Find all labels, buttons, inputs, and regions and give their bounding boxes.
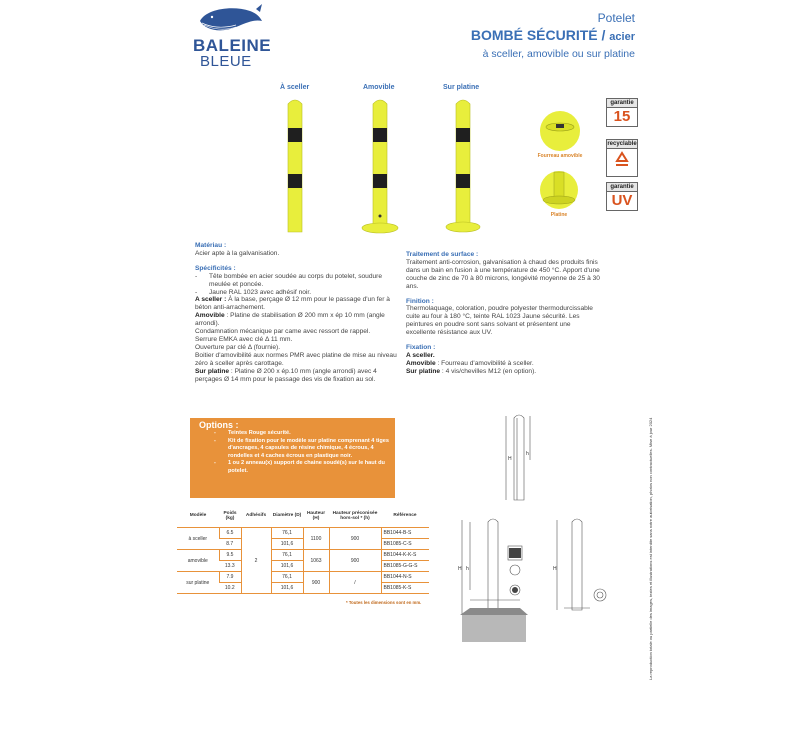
cell-ref: BB1085-K-S [381, 583, 429, 594]
options-title: Options : [199, 420, 239, 430]
label-amovible: Amovible [363, 84, 395, 91]
th-diametre: Diamètre (D) [271, 505, 303, 528]
cell-weight: 13.3 [219, 561, 241, 572]
cell-diameter: 101,6 [271, 539, 303, 550]
spec-table [177, 505, 429, 594]
cell-weight: 8.7 [219, 539, 241, 550]
product-subtitle: à sceller, amovible ou sur platine [482, 48, 635, 60]
product-title [471, 27, 635, 43]
traitement-heading: Traitement de surface : [406, 251, 479, 258]
whale-logo-icon [196, 3, 264, 37]
cell-diameter: 76,1 [271, 528, 303, 539]
spec-bullet-1: - Tête bombée en acier soudée au corps du potelet, soudure meulée et poncée. [195, 273, 400, 289]
cell-weight: 9.5 [219, 550, 241, 561]
option-3: - 1 ou 2 anneau(x) support de chaine soudé(s) sur le haut du potelet. [214, 460, 389, 475]
fixation-heading: Fixation : [406, 344, 436, 352]
cell-height-hs: / [329, 572, 381, 594]
table-row [177, 572, 429, 583]
brand-name-line2: BLEUE [200, 53, 252, 70]
product-title-material: acier [609, 31, 635, 43]
cell-ref: BB1044-B-S [381, 528, 429, 539]
post-sur-platine-image [443, 96, 483, 236]
finition-heading: Finition : [406, 297, 434, 305]
drawing-label-H3: H [553, 566, 557, 572]
fixation-amovible-value: : Fourreau d'amovibilité à sceller. [435, 359, 534, 367]
option-2: - Kit de fixation pour le modèle sur platine comprenant 4 tiges d'ancrages, 4 capsules de résine chimique, 4 écrous, 4 rondelles et 4 caches écrous en plastique noir. [214, 438, 389, 461]
cell-diameter: 76,1 [271, 550, 303, 561]
cell-weight: 10.2 [219, 583, 241, 594]
product-type: Potelet [597, 11, 635, 25]
technical-drawings [440, 410, 620, 645]
th-adhesifs: Adhésifs [241, 505, 271, 528]
fixation-platine-key: Sur platine [406, 367, 441, 375]
fixation-platine [406, 368, 601, 376]
table-header-row [177, 505, 429, 528]
options-box [190, 418, 395, 498]
spec-bullet-2: - Jaune RAL 1023 avec adhésif noir. [195, 289, 400, 297]
sceller-value: À la base, perçage Ø 12 mm pour le passage d'un fer à béton anti-arrachement. [195, 296, 390, 312]
cell-ref: BB1044-N-S [381, 572, 429, 583]
right-text-column [406, 251, 601, 376]
cell-height: 1100 [303, 528, 329, 550]
option-1: - Teintes Rouge sécurité. [214, 430, 389, 438]
th-hauteur: Hauteur (H) [303, 505, 329, 528]
badge-recyclable [606, 139, 638, 177]
options-list [214, 430, 389, 476]
platine-detail-image [537, 170, 581, 210]
amovible-value: : Platine de stabilisation Ø 200 mm x ép 10 mm (angle arrondi). [195, 312, 385, 328]
fourreau-detail-image [536, 110, 584, 152]
cell-ref: BB1085-G-G-S [381, 561, 429, 572]
amovible-text [195, 312, 400, 328]
platine-label: Platine [550, 212, 568, 218]
product-title-main: BOMBÉ SÉCURITÉ / [470, 27, 606, 43]
table-row [177, 550, 429, 561]
cell-model: sur platine [177, 572, 219, 594]
fixation-amovible [406, 360, 601, 368]
cell-weight: 6.5 [219, 528, 241, 539]
cell-diameter: 76,1 [271, 572, 303, 583]
dimensions-note: * Toutes les dimensions sont en mm. [346, 600, 422, 605]
cell-model: amovible [177, 550, 219, 572]
serrure-text: Serrure EMKA avec clé Δ 11 mm. [195, 335, 293, 343]
post-a-sceller-image [280, 96, 310, 236]
cell-weight: 7.9 [219, 572, 241, 583]
th-modele: Modèle [177, 505, 219, 528]
badge-garantie-15 [606, 98, 638, 127]
drawing-label-h: h [526, 451, 529, 457]
fixation-amovible-key: Amovible [406, 359, 436, 367]
post-amovible-image [360, 96, 400, 238]
cell-height-hs: 900 [329, 550, 381, 572]
cell-adhesifs: 2 [241, 528, 271, 594]
brand-name-line1: BALEINE [193, 36, 272, 55]
condamnation-text: Condamnation mécanique par came avec ressort de rappel. [195, 328, 371, 336]
cell-diameter: 101,6 [271, 583, 303, 594]
platine-value: : Platine Ø 200 x ép.10 mm (angle arrondi) avec 4 perçages Ø 14 mm pour le passage des vis de fixation au sol. [195, 367, 377, 383]
sceller-key: A sceller : [195, 296, 227, 304]
badge-garantie-title: garantie [607, 99, 637, 108]
badge-uv-title: garantie [607, 183, 637, 192]
th-reference: Référence [381, 505, 429, 528]
ouverture-text: Ouverture par clé Δ (fournie). [195, 343, 281, 351]
materiau-heading: Matériau : [195, 242, 227, 249]
badge-uv-value: UV [611, 192, 633, 209]
table-row [177, 528, 429, 539]
cell-height: 1063 [303, 550, 329, 572]
fourreau-label: Fourreau amovible [537, 153, 583, 159]
platine-key: Sur platine [195, 367, 230, 375]
amovible-key: Amovible [195, 312, 225, 320]
cell-height: 900 [303, 572, 329, 594]
cell-model: à sceller [177, 528, 219, 550]
fixation-platine-value: : 4 vis/chevilles M12 (en option). [440, 367, 537, 375]
finition-text: Thermolaquage, coloration, poudre polyester thermodurcissable cuite au four à 180 °C, teinte RAL 1023 Jaune sécurité. Les peintures en poudre sont sans solvant et présentent une excellente résistance aux UV. [406, 305, 593, 337]
label-a-sceller: À sceller [280, 84, 310, 91]
th-poids: Poids (kg) [219, 505, 241, 528]
sceller-text [195, 296, 400, 312]
badge-garantie-value: 15 [613, 108, 631, 125]
cell-height-hs: 900 [329, 528, 381, 550]
specificites-heading: Spécificités : [195, 264, 236, 272]
cell-ref: BB1085-C-S [381, 539, 429, 550]
badge-uv [606, 182, 638, 211]
copyright-side-text: La reproduction totale ou partielle des images, textes et illustrations est interdite sans notre autorisation, photos non contractuelles. Mise à jour 2024 [648, 417, 653, 680]
materiau-text: Acier apte à la galvanisation. [195, 249, 280, 257]
cell-ref: BB1044-K-K-S [381, 550, 429, 561]
cell-diameter: 101,6 [271, 561, 303, 572]
label-sur-platine: Sur platine [443, 84, 480, 91]
badge-recyclable-title: recyclable [607, 141, 637, 147]
drawing-label-H2: H [458, 566, 462, 572]
drawing-label-H: H [508, 456, 512, 462]
boitier-text: Boitier d'amovibilité aux normes PMR avec platine de mise au niveau zéro à sceller après carottage. [195, 351, 397, 367]
fixation-sceller: A sceller. [406, 351, 435, 359]
recycle-icon [607, 149, 637, 171]
platine-text [195, 368, 400, 384]
th-hauteur-hs: Hauteur préconisée hors-sol * (h) [329, 505, 381, 528]
traitement-text: Traitement anti-corrosion, galvanisation à chaud des produits finis dans un bain en fusion à une température de 450 °C. Apport d'une couche de zinc de 70 à 80 microns, longévité moyenne de 25 à 30 ans. [406, 258, 600, 290]
drawing-label-h2: h [466, 566, 469, 572]
left-text-column [195, 242, 400, 383]
